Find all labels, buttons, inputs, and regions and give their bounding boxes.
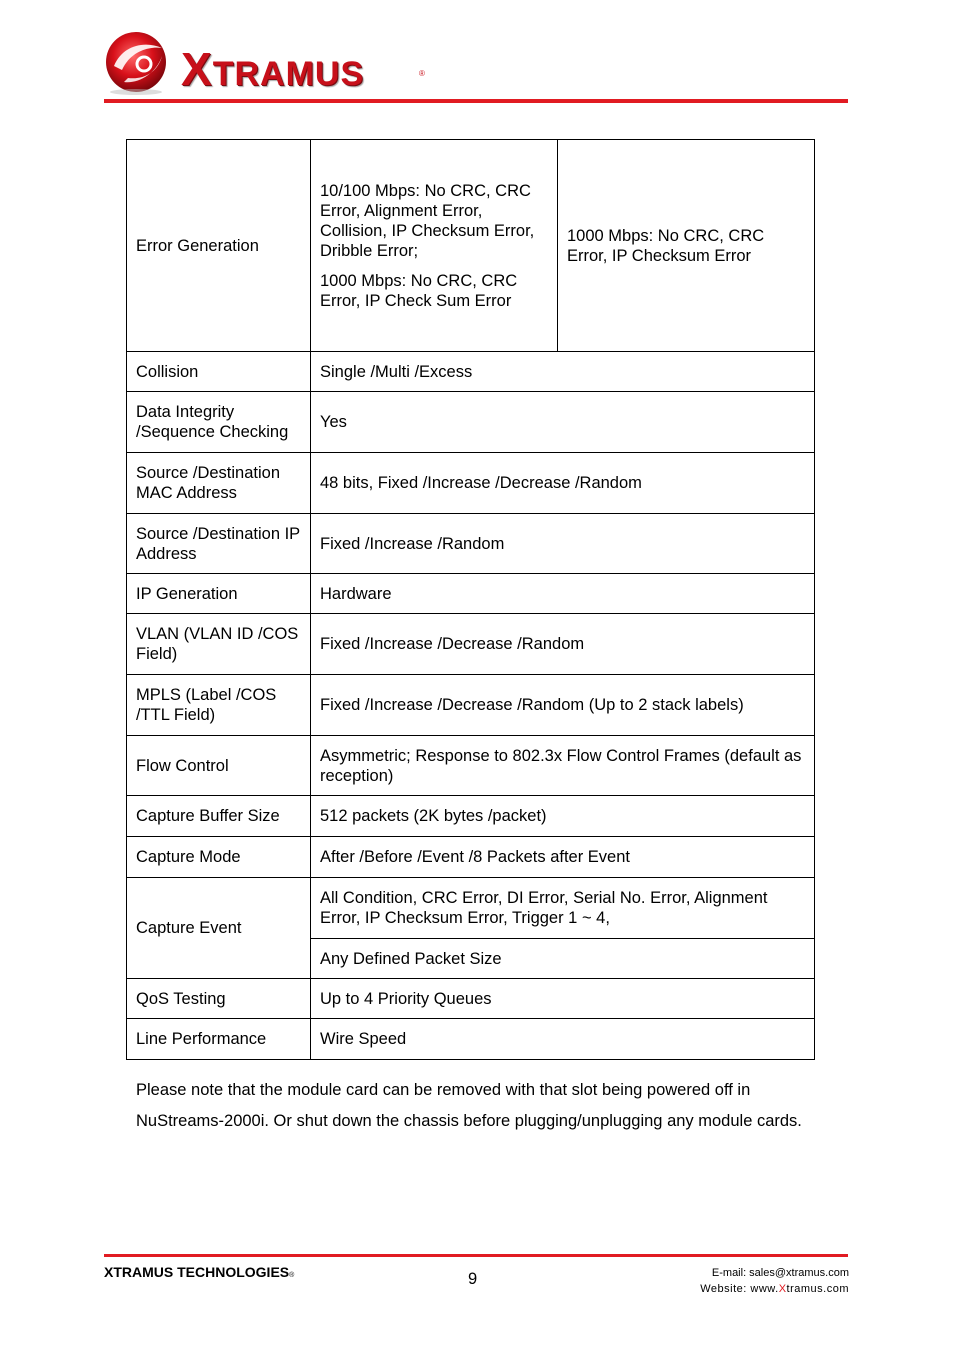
row-label: Capture Event [127, 878, 311, 979]
row-value: Fixed /Increase /Decrease /Random (Up to 2 stack labels) [311, 675, 815, 736]
row-value: Fixed /Increase /Random [311, 514, 815, 574]
table-row [127, 675, 815, 736]
logo-rest: TRAMUS [212, 55, 365, 93]
table-row [127, 736, 815, 796]
row-label: QoS Testing [127, 979, 311, 1019]
row-value: Wire Speed [311, 1019, 815, 1060]
header-rule [104, 99, 848, 103]
logo-swirl-icon [104, 26, 184, 96]
row-label: Source /Destination MAC Address [127, 453, 311, 514]
row-value: Yes [311, 392, 815, 453]
row-value: Hardware [311, 574, 815, 614]
footer-contact [700, 1265, 849, 1297]
logo-initial: X [181, 43, 213, 95]
table-row-error-generation [127, 140, 815, 352]
logo-wordmark [181, 42, 364, 96]
row-value: Fixed /Increase /Decrease /Random [311, 614, 815, 675]
table-row [127, 796, 815, 837]
page-number: 9 [468, 1270, 478, 1288]
table-row [127, 1019, 815, 1060]
table-row [127, 453, 815, 514]
error-generation-10-100-and-1000 [311, 140, 558, 352]
footer-company-name: XTRAMUS TECHNOLOGIES [104, 1264, 290, 1280]
row-value: 48 bits, Fixed /Increase /Decrease /Random [311, 453, 815, 514]
table-row [127, 979, 815, 1019]
table-row [127, 392, 815, 453]
row-label: Data Integrity /Sequence Checking [127, 392, 311, 453]
footer-rule [104, 1254, 848, 1257]
module-card-note: Please note that the module card can be removed with that slot being powered off in NuStreams-2000i. Or shut down the chassis before plugging/unplugging any module cards. [136, 1081, 802, 1130]
spec-table [126, 139, 815, 1060]
row-label: Capture Buffer Size [127, 796, 311, 837]
row-label: Line Performance [127, 1019, 311, 1060]
row-label: Capture Mode [127, 837, 311, 878]
row-label: VLAN (VLAN ID /COS Field) [127, 614, 311, 675]
row-value: Single /Multi /Excess [311, 352, 815, 392]
row-label: Flow Control [127, 736, 311, 796]
table-row-capture-event [127, 878, 815, 939]
error-generation-10-100: 10/100 Mbps: No CRC, CRC Error, Alignment Error, Collision, IP Checksum Error, Dribble Error; [320, 181, 535, 260]
error-generation-1000: 1000 Mbps: No CRC, CRC Error, IP Check Sum Error [320, 271, 518, 310]
row-value: 512 packets (2K bytes /packet) [311, 796, 815, 837]
row-value: After /Before /Event /8 Packets after Event [311, 837, 815, 878]
logo-registered-mark: ® [419, 69, 425, 78]
table-row [127, 514, 815, 574]
row-value: Up to 4 Priority Queues [311, 979, 815, 1019]
row-label: Source /Destination IP Address [127, 514, 311, 574]
website-prefix: Website: www. [700, 1283, 779, 1295]
row-value: Asymmetric; Response to 802.3x Flow Control Frames (default as reception) [311, 736, 815, 796]
table-row [127, 574, 815, 614]
table-row [127, 837, 815, 878]
footer-company-reg: ® [289, 1272, 295, 1279]
footer-website [700, 1281, 849, 1297]
footer-email: E-mail: sales@xtramus.com [711, 1267, 849, 1279]
capture-event-conditions: All Condition, CRC Error, DI Error, Serial No. Error, Alignment Error, IP Checksum Error, Trigger 1 ~ 4, [311, 878, 815, 939]
footer-company [104, 1264, 294, 1280]
row-label: Collision [127, 352, 311, 392]
error-generation-1000-alt: 1000 Mbps: No CRC, CRC Error, IP Checksum Error [558, 140, 815, 352]
row-label: MPLS (Label /COS /TTL Field) [127, 675, 311, 736]
table-row [127, 614, 815, 675]
website-x: X [778, 1283, 787, 1295]
website-suffix: tramus.com [786, 1283, 849, 1295]
row-label: IP Generation [127, 574, 311, 614]
capture-event-packet-size: Any Defined Packet Size [311, 939, 815, 979]
row-label: Error Generation [127, 140, 311, 352]
table-row [127, 352, 815, 392]
